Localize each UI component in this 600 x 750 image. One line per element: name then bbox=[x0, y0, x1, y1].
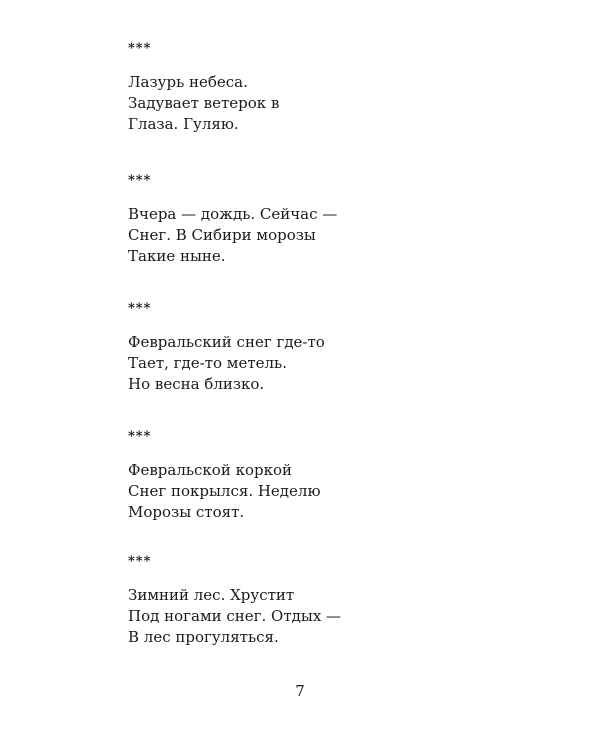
poem-line: Февральской коркой bbox=[128, 461, 292, 479]
poem-line: Лазурь небеса. bbox=[128, 73, 248, 91]
poem-3 bbox=[128, 302, 528, 395]
poem-line: Вчера — дождь. Сейчас — bbox=[128, 205, 338, 223]
poem-separator: *** bbox=[128, 429, 152, 444]
poem-line: Снег покрылся. Неделю bbox=[128, 482, 321, 500]
poem-line: Морозы стоят. bbox=[128, 503, 245, 521]
poem-5 bbox=[128, 555, 528, 648]
poem-line: Задувает ветерок в bbox=[128, 94, 280, 112]
poem-4 bbox=[128, 430, 528, 523]
poem-1 bbox=[128, 42, 528, 135]
poem-separator: *** bbox=[128, 173, 152, 188]
poem-line: Под ногами снег. Отдых — bbox=[128, 607, 342, 625]
poem-line: Тает, где-то метель. bbox=[128, 354, 287, 372]
poem-line: Но весна близко. bbox=[128, 375, 265, 393]
poem-line: Снег. В Сибири морозы bbox=[128, 226, 316, 244]
poem-line: Зимний лес. Хрустит bbox=[128, 586, 295, 604]
poem-line: Февральский снег где-то bbox=[128, 333, 325, 351]
poem-separator: *** bbox=[128, 554, 152, 569]
poem-separator: *** bbox=[128, 41, 152, 56]
poem-line: Глаза. Гуляю. bbox=[128, 115, 239, 133]
poem-2 bbox=[128, 174, 528, 267]
poem-line: Такие ныне. bbox=[128, 247, 226, 265]
poem-separator: *** bbox=[128, 301, 152, 316]
page-number: 7 bbox=[295, 682, 305, 700]
poem-line: В лес прогуляться. bbox=[128, 628, 279, 646]
